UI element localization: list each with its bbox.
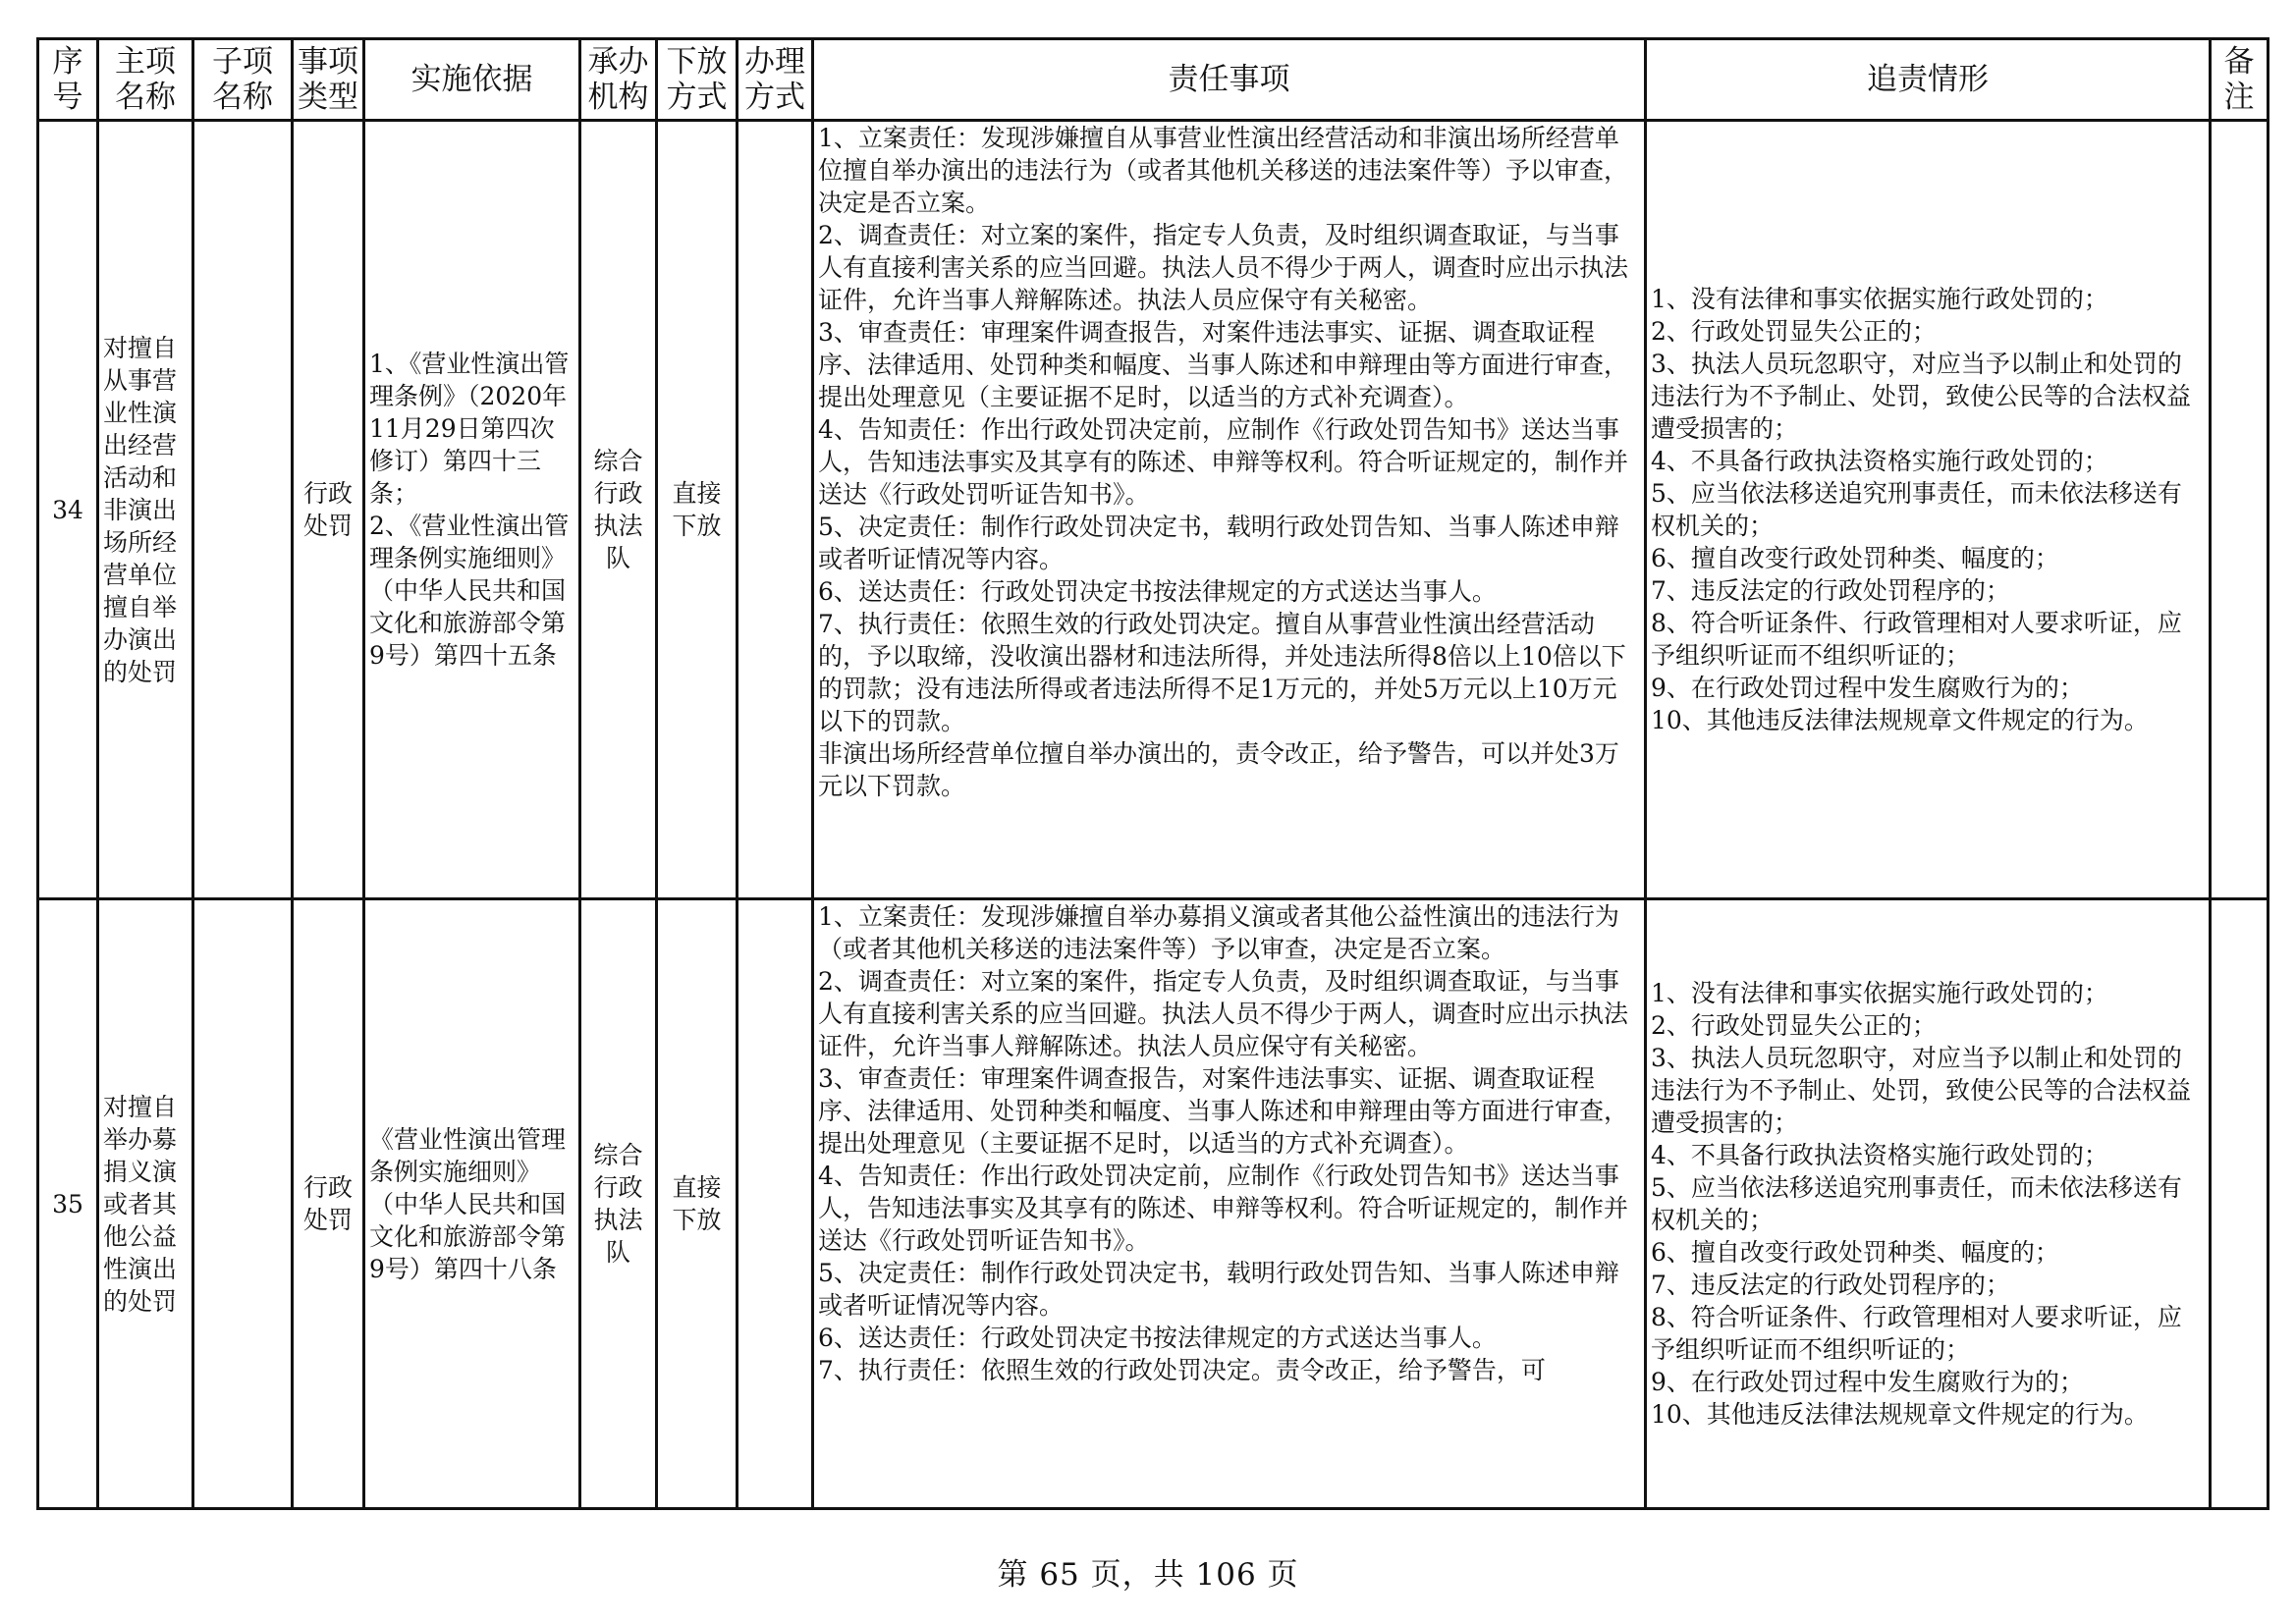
header-row — [38, 39, 2269, 121]
header-remark: 备 注 — [2211, 39, 2269, 121]
header-accountability: 追责情形 — [1646, 39, 2211, 121]
main-item-cell: 对擅自从事营业性演出经营活动和非演出场所经营单位擅自举办演出的处罚 — [98, 121, 193, 899]
accountability-cell: 1、没有法律和事实依据实施行政处罚的； 2、行政处罚显失公正的； 3、执法人员玩忽职守，对应当予以制止和处罚的违法行为不予制止、处罚，致使公民等的合法权益遭受损害的； 4、不具备行政执法资格实施行政处罚的； 5、应当依法移送追究刑事责任，而未依法移送有权机关的； 6、擅自改变行政处罚种类、幅度的； 7、违反法定的行政处罚程序的； 8、符合听证条件、行政管理相对人要求听证，应予组织听证而不组织听证的； 9、在行政处罚过程中发生腐败行为的； 10、其他违反法律法规规章文件规定的行为。 — [1646, 899, 2211, 1509]
basis-cell: 1、《营业性演出管理条例》（2020年11月29日第四次修订）第四十三条； 2、《营业性演出管理条例实施细则》（中华人民共和国文化和旅游部令第9号）第四十五条 — [364, 121, 580, 899]
page-footer: 第 65 页，共 106 页 — [997, 1557, 1299, 1593]
header-delegation: 下放 方式 — [657, 39, 738, 121]
responsibility-cell: 1、立案责任：发现涉嫌擅自举办募捐义演或者其他公益性演出的违法行为（或者其他机关移送的违法案件等）予以审查，决定是否立案。 2、调查责任：对立案的案件，指定专人负责，及时组织调查取证，与当事人有直接利害关系的应当回避。执法人员不得少于两人，调查时应出示执法证件，允许当事人辩解陈述。执法人员应保守有关秘密。 3、审查责任：审理案件调查报告，对案件违法事实、证据、调查取证程序、法律适用、处罚种类和幅度、当事人陈述和申辩理由等方面进行审查，提出处理意见（主要证据不足时，以适当的方式补充调查）。 4、告知责任：作出行政处罚决定前，应制作《行政处罚告知书》送达当事人，告知违法事实及其享有的陈述、申辩等权利。符合听证规定的，制作并送达《行政处罚听证告知书》。 5、决定责任：制作行政处罚决定书，载明行政处罚告知、当事人陈述申辩或者听证情况等内容。 6、送达责任：行政处罚决定书按法律规定的方式送达当事人。 7、执行责任：依照生效的行政处罚决定。责令改正，给予警告，可 — [813, 899, 1646, 1509]
remark-cell — [2211, 899, 2269, 1509]
seq-cell: 35 — [38, 899, 98, 1509]
type-cell: 行政处罚 — [293, 899, 364, 1509]
handling-cell — [738, 121, 813, 899]
org-cell: 综合行政执法队 — [580, 121, 657, 899]
delegation-cell: 直接下放 — [657, 121, 738, 899]
main-item-cell: 对擅自举办募捐义演或者其他公益性演出的处罚 — [98, 899, 193, 1509]
org-cell: 综合行政执法队 — [580, 899, 657, 1509]
responsibility-table — [36, 37, 2269, 1510]
seq-cell: 34 — [38, 121, 98, 899]
handling-cell — [738, 899, 813, 1509]
sub-item-cell — [193, 121, 293, 899]
basis-cell: 《营业性演出管理条例实施细则》（中华人民共和国文化和旅游部令第9号）第四十八条 — [364, 899, 580, 1509]
header-seq: 序 号 — [38, 39, 98, 121]
type-cell: 行政处罚 — [293, 121, 364, 899]
responsibility-cell: 1、立案责任：发现涉嫌擅自从事营业性演出经营活动和非演出场所经营单位擅自举办演出的违法行为（或者其他机关移送的违法案件等）予以审查，决定是否立案。 2、调查责任：对立案的案件，指定专人负责，及时组织调查取证，与当事人有直接利害关系的应当回避。执法人员不得少于两人，调查时应出示执法证件，允许当事人辩解陈述。执法人员应保守有关秘密。 3、审查责任：审理案件调查报告，对案件违法事实、证据、调查取证程序、法律适用、处罚种类和幅度、当事人陈述和申辩理由等方面进行审查，提出处理意见（主要证据不足时，以适当的方式补充调查）。 4、告知责任：作出行政处罚决定前，应制作《行政处罚告知书》送达当事人，告知违法事实及其享有的陈述、申辩等权利。符合听证规定的，制作并送达《行政处罚听证告知书》。 5、决定责任：制作行政处罚决定书，载明行政处罚告知、当事人陈述申辩或者听证情况等内容。 6、送达责任：行政处罚决定书按法律规定的方式送达当事人。 7、执行责任：依照生效的行政处罚决定。擅自从事营业性演出经营活动的，予以取缔，没收演出器材和违法所得，并处违法所得8倍以上10倍以下的罚款；没有违法所得或者违法所得不足1万元的，并处5万元以上10万元以下的罚款。 非演出场所经营单位擅自举办演出的，责令改正，给予警告，可以并处3万元以下罚款。 — [813, 121, 1646, 899]
sub-item-cell — [193, 899, 293, 1509]
table-row — [38, 121, 2269, 899]
header-org: 承办 机构 — [580, 39, 657, 121]
header-responsibility: 责任事项 — [813, 39, 1646, 121]
table-row — [38, 899, 2269, 1509]
header-type: 事项 类型 — [293, 39, 364, 121]
header-handling: 办理 方式 — [738, 39, 813, 121]
header-basis: 实施依据 — [364, 39, 580, 121]
accountability-cell: 1、没有法律和事实依据实施行政处罚的； 2、行政处罚显失公正的； 3、执法人员玩忽职守，对应当予以制止和处罚的违法行为不予制止、处罚，致使公民等的合法权益遭受损害的； 4、不具备行政执法资格实施行政处罚的； 5、应当依法移送追究刑事责任，而未依法移送有权机关的； 6、擅自改变行政处罚种类、幅度的； 7、违反法定的行政处罚程序的； 8、符合听证条件、行政管理相对人要求听证，应予组织听证而不组织听证的； 9、在行政处罚过程中发生腐败行为的； 10、其他违反法律法规规章文件规定的行为。 — [1646, 121, 2211, 899]
header-sub-item: 子项 名称 — [193, 39, 293, 121]
delegation-cell: 直接下放 — [657, 899, 738, 1509]
header-main-item: 主项 名称 — [98, 39, 193, 121]
remark-cell — [2211, 121, 2269, 899]
